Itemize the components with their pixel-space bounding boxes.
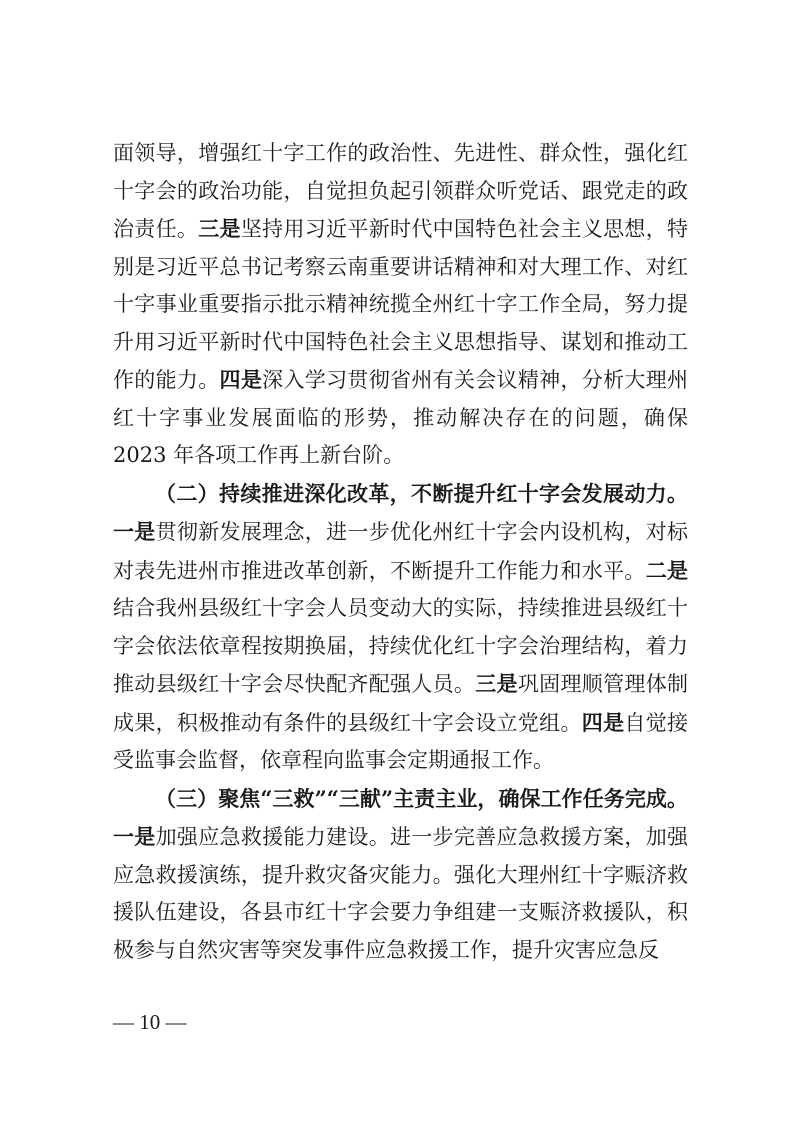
- paragraph: [113, 780, 688, 970]
- bold-text-run: 三是: [198, 216, 241, 241]
- text-run: 坚持用习近平新时代中国特色社会主义思想，特别是习近平总书记考察云南重要讲话精神和对大理工作、对红十字事业重要指示批示精神统揽全州红十字工作全局，努力提升用习近平新时代中国特色社会主义思想指导、谋划和推动工作的能力。: [113, 217, 689, 392]
- bold-text-run: 二是: [645, 557, 689, 583]
- text-run: 自觉接受监事会监督，依章程向监事会定期通报工作。: [113, 710, 689, 772]
- document-body: [113, 135, 688, 969]
- paragraph: [113, 135, 688, 475]
- text-run: 加强应急救援能力建设。进一步完善应急救援方案，加强应急救援演练，提升救灾备灾能力。强化大理州红十字赈济救援队伍建设，各县市红十字会要力争组建一支赈济救援队，积极参与自然灾害等突发事件应急救援工作，提升灾害应急反: [113, 825, 689, 962]
- bold-text-run: （三）聚焦“三救”“三献”主责主业，确保工作任务完成。: [155, 785, 688, 811]
- page-number: — 10 —: [113, 1010, 187, 1034]
- text-run: 贯彻新发展理念，进一步优化州红十字会内设机构，对标对表先进州市推进改革创新，不断提升工作能力和水平。: [113, 520, 689, 583]
- text-run: 深入学习贯彻省州有关会议精神，分析大理州红十字事业发展面临的形势，推动解决存在的问题，确保 2023 年各项工作再上新台阶。: [113, 368, 689, 467]
- bold-text-run: （二）持续推进深化改革，不断提升红十字会发展动力。: [155, 480, 688, 506]
- bold-text-run: 三是: [475, 671, 518, 696]
- text-run: 面领导，增强红十字工作的政治性、先进性、群众性，强化红十字会的政治功能，自觉担负起引领群众听党话、跟党走的政治责任。: [113, 141, 688, 241]
- bold-text-run: 一是: [113, 824, 156, 849]
- bold-text-run: 四是: [219, 367, 263, 392]
- paragraph: [113, 475, 688, 780]
- bold-text-run: 一是: [113, 519, 156, 544]
- text-run: 巩固理顺管理体制成果，积极推动有条件的县级红十字会设立党组。: [113, 672, 689, 735]
- bold-text-run: 四是: [581, 709, 625, 735]
- text-run: 结合我州县级红十字会人员变动大的实际，持续推进县级红十字会依法依章程按期换届，持续优化红十字会治理结构，着力推动县级红十字会尽快配齐配强人员。: [113, 596, 688, 696]
